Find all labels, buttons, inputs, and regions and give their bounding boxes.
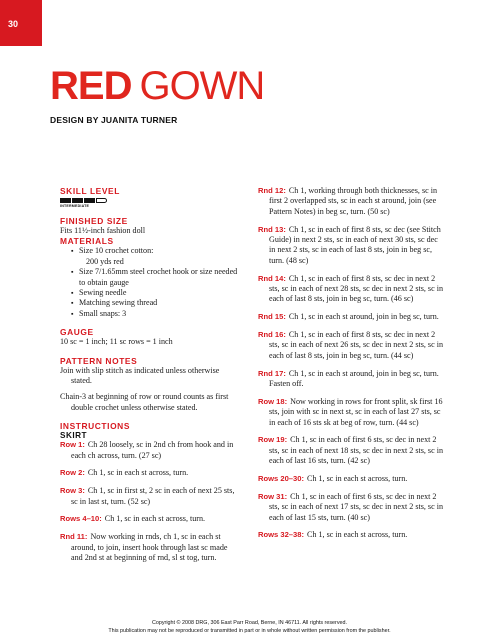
page-number: 30 — [8, 19, 19, 29]
row-label: Rows 4–10: — [60, 514, 102, 524]
materials-item: ▪ Size 7/1.65mm steel crochet hook or size needed to obtain gauge — [71, 267, 240, 288]
pattern-row — [60, 486, 240, 507]
materials-item: ▪ Sewing needle — [71, 288, 240, 298]
byline — [50, 115, 177, 125]
materials-item-detail: 200 yds red — [86, 256, 124, 266]
row-text: Ch 1, sc in each st across, turn. — [87, 468, 189, 478]
materials-item: ▪ Size 10 crochet cotton: 200 yds red — [71, 246, 240, 267]
row-text: Ch 1, working through both thicknesses, sc in first 2 overlapped sts, sc in each st around, join (see Pattern Notes) in beg sc, turn. (50 sc) — [269, 186, 438, 216]
row-label: Rnd 15: — [258, 312, 286, 322]
row-label: Row 1: — [60, 440, 85, 450]
row-text: Ch 28 loosely, sc in 2nd ch from hook and in each ch across, turn. (27 sc) — [71, 440, 234, 460]
pattern-row — [258, 274, 444, 305]
pattern-row — [60, 468, 240, 478]
materials-item: ▪ Small snaps: 3 — [71, 309, 240, 319]
row-text: Ch 1, sc in each of first 6 sts, sc dec in next 2 sts, sc in each of next 18 sts, sc dec in next 2 sts, sc in each of last 16 sts, turn. (42 sc) — [269, 435, 443, 466]
page-number-tab — [0, 0, 42, 46]
instructions-heading: INSTRUCTIONS — [60, 421, 131, 432]
row-label: Rows 20–30: — [258, 474, 305, 484]
row-label: Rows 32–38: — [258, 530, 305, 540]
pattern-note: Join with slip stitch as indicated unless otherwise stated. — [60, 365, 220, 386]
left-column — [60, 186, 240, 564]
row-label: Rnd 12: — [258, 186, 286, 195]
finished-size-heading: FINISHED SIZE — [60, 216, 128, 226]
byline-prefix: DESIGN BY — [50, 115, 99, 125]
finished-size-text: Fits 11½-inch fashion doll — [60, 226, 146, 235]
pattern-row — [60, 440, 240, 461]
row-text: Ch 1, sc in each of first 8 sts, sc dec (see Stitch Guide) in next 2 sts, sc in each of next 30 sts, sc dec in next 2 sts, sc in each of last 8 sts, join in beg sc, turn. (48 sc) — [269, 224, 441, 265]
skill-level-label: INTERMEDIATE — [60, 204, 90, 208]
pattern-row — [258, 435, 444, 466]
pattern-note: Chain-3 at beginning of row or round counts as first double crochet unless otherwise stated. — [60, 392, 229, 412]
title-bold: RED — [50, 64, 132, 108]
pattern-row — [258, 474, 444, 484]
skill-segment-filled — [60, 198, 71, 203]
pattern-row — [60, 532, 240, 563]
pattern-row — [258, 397, 444, 428]
row-text: Ch 1, sc in each st around, join in beg sc, turn. Fasten off. — [269, 368, 439, 389]
pattern-row — [258, 225, 444, 267]
row-text: Ch 1, sc in each st around, join in beg sc, turn. — [288, 312, 439, 322]
row-text: Ch 1, sc in each st across, turn. — [104, 514, 206, 524]
row-text: Ch 1, sc in each of first 6 sts, sc dec in next 2 sts, sc in each of next 17 sts, sc dec in next 2 sts, sc in each of last 15 sts, turn. (40 sc) — [269, 491, 443, 522]
row-text: Now working in rows for front split, sk first 16 sts, join with sc in next st, sc in each of last 27 sts, sc in each of 16 sts sk at beg of row, turn. (44 sc) — [269, 396, 443, 427]
row-text: Ch 1, sc in each st across, turn. — [307, 530, 408, 540]
copyright-line: Copyright © 2008 DRG, 306 East Parr Road, Berne, IN 46711. All rights reserved. — [151, 620, 348, 626]
row-label: Rnd 16: — [258, 330, 286, 340]
materials-item: ▪ Matching sewing thread — [71, 298, 240, 308]
page-title — [50, 66, 264, 106]
pattern-row — [60, 514, 240, 524]
materials-heading: MATERIALS — [60, 236, 114, 247]
row-label: Rnd 14: — [258, 273, 286, 283]
row-label: Row 2: — [60, 468, 85, 478]
skill-level-bar — [60, 198, 240, 203]
row-label: Row 31: — [258, 491, 288, 501]
gauge-heading: GAUGE — [60, 327, 94, 338]
skill-segment-empty — [96, 198, 107, 203]
row-text: Ch 1, sc in first st, 2 sc in each of next 25 sts, sc in last st, turn. (52 sc) — [71, 486, 235, 506]
designer-name: JUANITA TURNER — [100, 115, 178, 125]
pattern-row — [258, 186, 444, 217]
skill-segment-filled — [84, 198, 95, 203]
pattern-row — [258, 369, 444, 390]
row-label: Rnd 17: — [258, 368, 286, 378]
right-column — [258, 186, 444, 541]
row-label: Row 19: — [258, 435, 288, 445]
skill-level-heading: SKILL LEVEL — [60, 186, 120, 196]
skirt-heading: SKIRT — [60, 431, 88, 441]
materials-list — [60, 246, 240, 319]
pattern-notes-heading: PATTERN NOTES — [60, 355, 138, 366]
row-label: Rnd 11: — [60, 532, 88, 542]
row-text: Ch 1, sc in each of first 8 sts, sc dec in next 2 sts, sc in each of next 28 sts, sc dec in next 2 sts, sc in each of last 8 sts, join in beg sc, turn. (46 sc) — [269, 273, 443, 304]
row-label: Rnd 13: — [258, 224, 286, 234]
row-label: Row 18: — [258, 396, 288, 406]
row-text: Now working in rnds, ch 1, sc in each st around, to join, insert hook through last sc made and 2nd st at beginning of rnd, sl st tog, turn. — [71, 532, 228, 563]
skill-segment-filled — [72, 198, 83, 203]
row-label: Row 3: — [60, 486, 85, 496]
rights-notice: This publication may not be reproduced or transmitted in part or in whole without written permission from the publisher. — [108, 628, 391, 634]
gauge-text: 10 sc = 1 inch; 11 sc rows = 1 inch — [60, 337, 173, 347]
row-text: Ch 1, sc in each st across, turn. — [307, 474, 408, 484]
pattern-row — [258, 530, 444, 540]
pattern-row — [258, 492, 444, 523]
title-light: GOWN — [139, 64, 265, 108]
pattern-row — [258, 330, 444, 361]
pattern-row — [258, 312, 444, 322]
row-text: Ch 1, sc in each of first 8 sts, sc dec in next 2 sts, sc in each of next 26 sts, sc dec in next 2 sts, sc in each of last 8 sts, join in beg sc, turn. (44 sc) — [269, 330, 443, 360]
